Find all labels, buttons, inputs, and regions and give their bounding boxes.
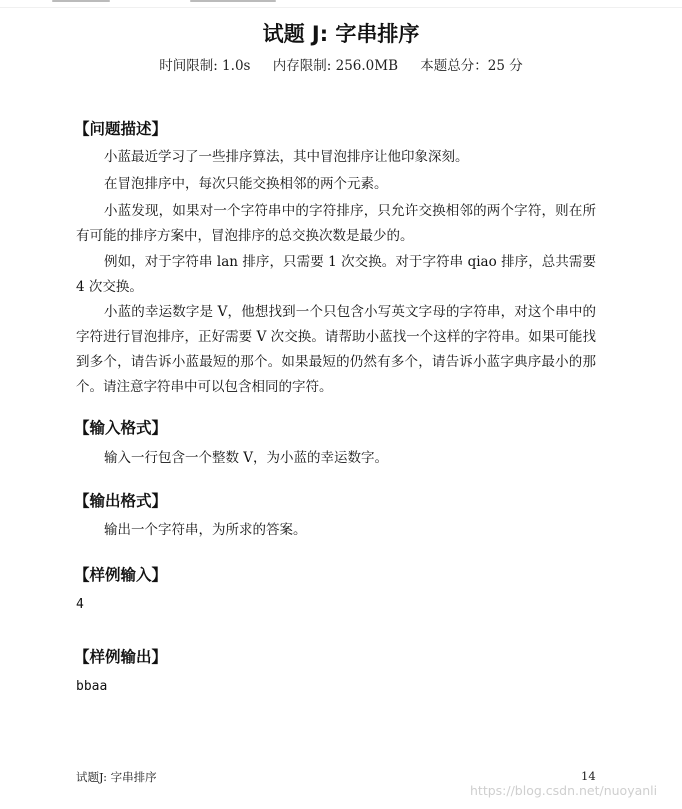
viewer-tab[interactable]: [52, 0, 110, 2]
problem-meta: [0, 54, 682, 74]
description-paragraph: 例如，对于字符串 lan 排序，只需要 1 次交换。对于字符串 qiao 排序，总共需要 4 次交换。: [76, 254, 596, 295]
watermark: https://blog.csdn.net/nuoyanli: [470, 783, 658, 798]
output-format-text: 输出一个字符串，为所求的答案。: [104, 522, 307, 538]
output-format-heading: 【输出格式】: [74, 492, 168, 510]
footer-title: 试题J: 字串排序: [76, 770, 157, 784]
description-paragraph: 小蓝的幸运数字是 V，他想找到一个只包含小写英文字母的字符串，对这个串中的字符进行冒泡排序，正好需要 V 次交换。请帮助小蓝找一个这样的字符串。如果可能找到多个，请告诉小蓝最短的那个。如果最短的仍然有多个，请告诉小蓝字典序最小的那个。请注意字符串中可以包含相同的字符。: [76, 304, 596, 395]
description-paragraph: 小蓝最近学习了一些排序算法，其中冒泡排序让他印象深刻。: [104, 149, 469, 165]
total-score: 本题总分：25 分: [420, 58, 523, 74]
sample-input-value: 4: [76, 597, 84, 612]
description-paragraph: 在冒泡排序中，每次只能交换相邻的两个元素。: [104, 176, 388, 192]
input-format-heading: 【输入格式】: [74, 419, 168, 437]
viewer-top-bar: [0, 0, 682, 8]
sample-input-heading: 【样例输入】: [74, 566, 168, 584]
viewer-tab[interactable]: [190, 0, 276, 2]
input-format-text: 输入一行包含一个整数 V，为小蓝的幸运数字。: [104, 450, 389, 466]
time-limit: 时间限制: 1.0s: [159, 58, 251, 74]
top-divider: [0, 7, 682, 8]
page-title: 试题 J: 字串排序: [262, 22, 420, 46]
page-number: 14: [581, 769, 596, 783]
memory-limit: 内存限制: 256.0MB: [272, 58, 398, 74]
sample-output-heading: 【样例输出】: [74, 648, 168, 666]
description-heading: 【问题描述】: [74, 120, 168, 138]
sample-output-value: bbaa: [76, 679, 108, 694]
description-paragraph: 小蓝发现，如果对一个字符串中的字符排序，只允许交换相邻的两个字符，则在所有可能的排序方案中，冒泡排序的总交换次数是最少的。: [76, 203, 596, 244]
